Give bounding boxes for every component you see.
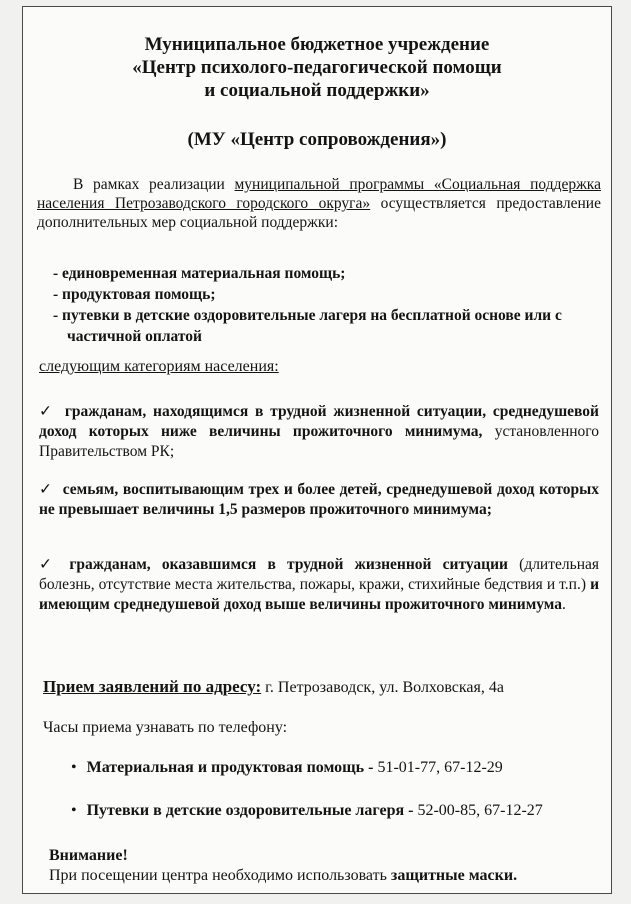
document-page <box>22 6 612 894</box>
contact-item <box>71 802 543 820</box>
header-line-3: и социальной поддержки» <box>204 80 430 101</box>
intro-after: осуществляется предоставление дополнительных мер социальной поддержки: <box>37 195 601 231</box>
category-item <box>39 402 599 462</box>
header-line-2: «Центр психолого-педагогической помощи <box>132 57 502 78</box>
short-name: (МУ «Центр сопровождения») <box>187 129 447 150</box>
category-item <box>39 555 599 615</box>
attention-text: При посещении центра необходимо использовать <box>49 867 391 884</box>
measure-item: - продуктовая помощь; <box>53 286 216 303</box>
contact-item <box>71 759 503 777</box>
attention-bold: защитные маски. <box>390 867 518 884</box>
check-icon: ✓ <box>39 481 53 498</box>
category-3-bold-a: гражданам, оказавшимся в трудной жизненной ситуации <box>69 556 508 573</box>
address-value: г. Петрозаводск, ул. Волховская, 4а <box>265 679 504 696</box>
intro-paragraph <box>37 175 601 232</box>
bullet-icon: • <box>71 802 77 819</box>
categories-heading: следующим категориям населения: <box>39 358 279 375</box>
hours-text: Часы приема узнавать по телефону: <box>43 719 288 736</box>
category-2-bold: семьям, воспитывающим трех и более детей, среднедушевой доход которых не превышает величины 1,5 размеров прожиточного минимума; <box>39 481 599 518</box>
header-line-1: Муниципальное бюджетное учреждение <box>144 34 490 55</box>
category-3-end: . <box>562 596 566 613</box>
program-name: муниципальной программы «Социальная поддержка населения Петрозаводского городского округа» <box>37 176 601 212</box>
check-icon: ✓ <box>39 556 60 573</box>
document-header <box>23 33 611 102</box>
contact-phones: 52-00-85, 67-12-27 <box>417 802 543 819</box>
category-3-normal: (длительная болезнь, отсутствие места жительства, пожары, кражи, стихийные бедствия и т.п.) <box>39 556 599 593</box>
measure-item: - путевки в детские оздоровительные лагеря на бесплатной основе или с частичной оплатой <box>53 307 562 345</box>
attention-title: Внимание! <box>49 847 128 864</box>
check-icon: ✓ <box>39 403 55 420</box>
measures-list <box>53 263 593 347</box>
measure-item: - единовременная материальная помощь; <box>53 265 346 282</box>
category-1-normal: установленного Правительством РК; <box>39 423 599 460</box>
category-3-bold-b: и имеющим среднедушевой доход выше величины прожиточного минимума <box>39 576 599 613</box>
address-line <box>43 677 504 697</box>
contact-label: Путевки в детские оздоровительные лагеря - <box>86 802 414 819</box>
contact-label: Материальная и продуктовая помощь - <box>86 759 374 776</box>
address-label: Прием заявлений по адресу: <box>43 677 262 696</box>
category-item <box>39 480 599 520</box>
bullet-icon: • <box>71 759 77 776</box>
contact-phones: 51-01-77, 67-12-29 <box>377 759 503 776</box>
attention-block <box>49 846 517 886</box>
attention-line <box>49 866 517 886</box>
intro-before: В рамках реализации <box>73 176 235 193</box>
category-1-bold: гражданам, находящимся в трудной жизненной ситуации, среднедушевой доход которых ниже величины прожиточного минимума, <box>39 403 599 440</box>
